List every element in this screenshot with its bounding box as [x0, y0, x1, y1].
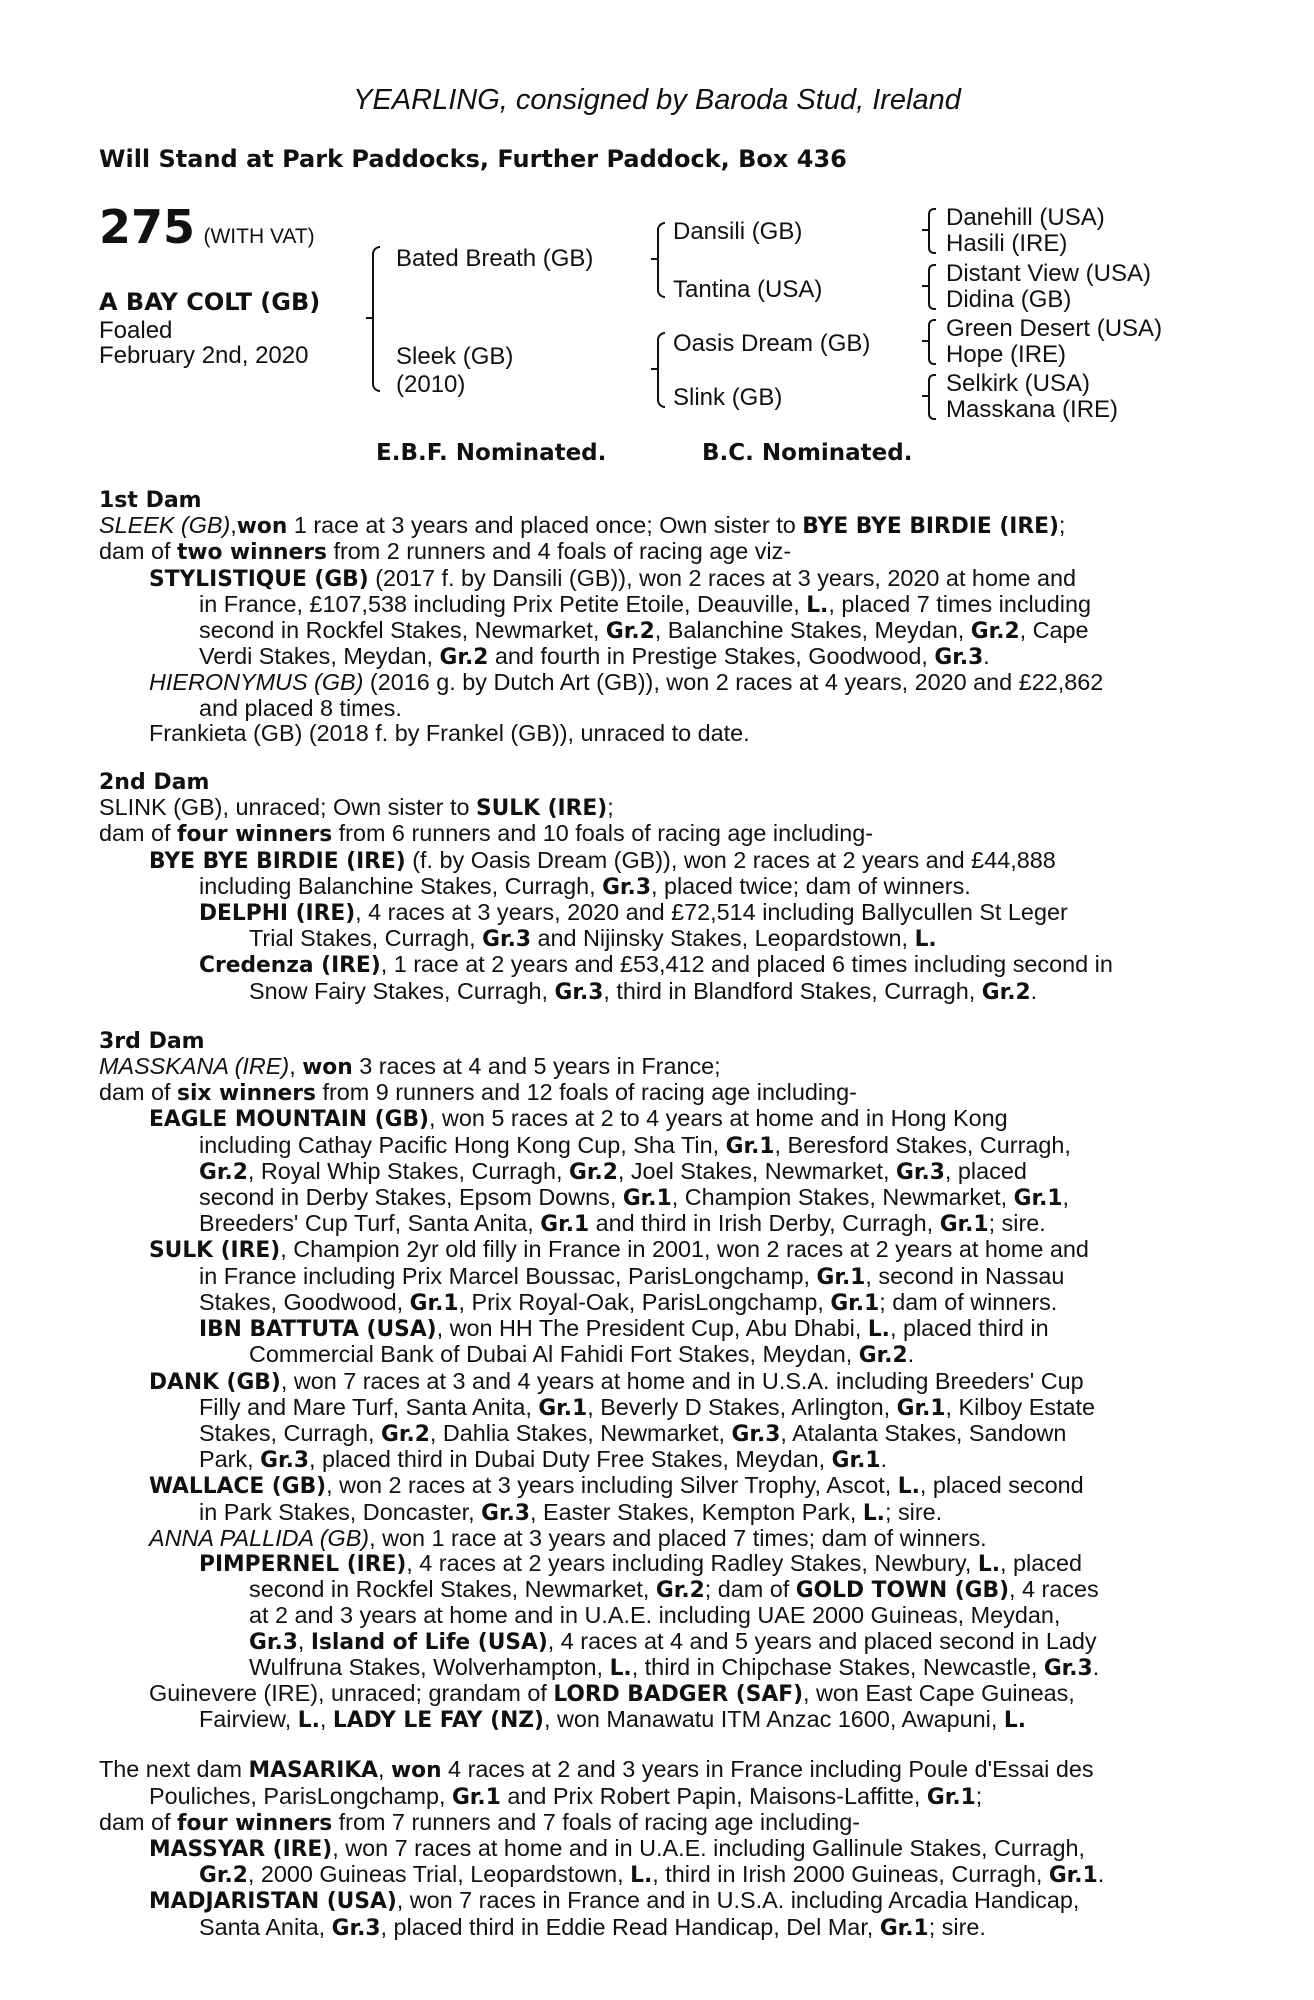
pedigree-notes [99, 488, 1207, 1965]
dam-dam: Slink (GB) [673, 384, 783, 411]
bold-text: Gr.1 [540, 1212, 590, 1238]
text-line [99, 1237, 1207, 1263]
dam-section [99, 770, 1207, 1005]
text-line [99, 795, 1207, 821]
bold-text: Gr.2 [858, 1343, 908, 1369]
sire-name: Bated Breath (GB) [396, 245, 594, 272]
text-line [99, 1159, 1207, 1185]
text-line [99, 1369, 1207, 1395]
text-span: Breeders' Cup Turf, Santa Anita, [199, 1210, 541, 1237]
bold-text: Gr.3 [1043, 1655, 1093, 1681]
text-line [99, 1655, 1207, 1681]
bold-text: BYE BYE BIRDIE (IRE) [802, 514, 1059, 540]
pedigree-brace-3a-point [922, 229, 928, 231]
text-span: , Champion Stakes, Newmarket, [671, 1184, 1014, 1211]
bold-text: Gr.3 [481, 1500, 530, 1526]
text-span: Commercial Bank of Dubai Al Fahidi Fort Stakes, Meydan, [249, 1341, 859, 1368]
bold-text: L. [914, 927, 937, 953]
bold-text: IBN BATTUTA (USA) [199, 1317, 437, 1343]
foaled-date: February 2nd, 2020 [99, 342, 309, 369]
text-span: ; [1058, 512, 1066, 539]
text-line [99, 1421, 1207, 1447]
text-span: The next dam [99, 1756, 249, 1783]
text-line [99, 1888, 1207, 1914]
text-span: , 1 race at 2 years and £53,412 and placed 6 times including second in [380, 951, 1113, 978]
text-span: from 7 runners and 7 foals of racing age including- [332, 1808, 861, 1835]
text-span: , Atalanta Stakes, Sandown [780, 1419, 1067, 1446]
bold-text: L. [897, 1474, 920, 1500]
granddam-2: Didina (GB) [946, 286, 1072, 313]
dam-section [99, 1029, 1207, 1733]
text-line [99, 952, 1207, 978]
bold-text: L. [862, 1500, 885, 1526]
bold-text: Gr.3 [934, 645, 984, 671]
text-line [99, 1862, 1207, 1888]
bold-text: L. [977, 1551, 1001, 1577]
text-span: , placed third in [889, 1315, 1049, 1342]
text-span: (f. by Oasis Dream (GB)), won 2 races at 2 years and £44,888 [405, 846, 1056, 873]
text-line [99, 1106, 1207, 1132]
text-line [99, 1915, 1207, 1941]
text-span: , [230, 512, 237, 539]
bold-text: Credenza (IRE) [199, 953, 381, 979]
pedigree-brace-2a [657, 222, 665, 298]
text-span: , second in Nassau [865, 1262, 1065, 1289]
text-span: ; sire. [988, 1210, 1046, 1237]
text-span: Filly and Mare Turf, Santa Anita, [199, 1393, 539, 1420]
bold-text: Gr.1 [622, 1186, 672, 1212]
section-title: 1st Dam [99, 488, 202, 513]
text-span: , won 7 races in France and in U.S.A. including Arcadia Handicap, [396, 1887, 1080, 1914]
text-line [99, 821, 1207, 847]
grandsire-2: Distant View (USA) [946, 260, 1151, 287]
text-span: , 4 races at 2 years including Radley Stakes, Newbury, [406, 1549, 978, 1576]
bold-text: Gr.1 [451, 1784, 501, 1810]
vat-label: (WITH VAT) [203, 225, 315, 248]
bold-text: Gr.1 [879, 1915, 929, 1941]
sire-sire: Dansili (GB) [673, 218, 803, 245]
pedigree-brace-1-point [366, 317, 372, 319]
text-span: . [907, 1341, 915, 1368]
text-span: Frankieta (GB) (2018 f. by Frankel (GB)), unraced to date. [149, 719, 750, 746]
text-line [99, 1211, 1207, 1237]
text-span: second in Rockfel Stakes, Newmarket, [249, 1576, 656, 1603]
bold-text: Gr.1 [725, 1133, 775, 1159]
text-span: Santa Anita, [199, 1913, 332, 1940]
bold-text: Gr.1 [1013, 1186, 1063, 1212]
text-span: Trial Stakes, Curragh, [249, 925, 483, 952]
text-line [99, 644, 1207, 670]
text-line [99, 1473, 1207, 1499]
text-span: , Dahlia Stakes, Newmarket, [429, 1419, 732, 1446]
bold-text: Gr.3 [482, 927, 531, 953]
text-span: . [1092, 1653, 1100, 1680]
pedigree-brace-1 [372, 246, 380, 392]
text-span: Park, [199, 1446, 261, 1473]
text-span: ; sire. [884, 1498, 943, 1525]
grandsire-1: Danehill (USA) [946, 204, 1105, 231]
text-span: , third in Blandford Stakes, Curragh, [603, 977, 982, 1004]
text-span: , won 1 race at 3 years and placed 7 times; dam of winners. [369, 1524, 987, 1551]
text-span: and Nijinsky Stakes, Leopardstown, [531, 925, 915, 952]
text-line [99, 979, 1207, 1005]
dam-section [99, 488, 1207, 746]
bold-text: PIMPERNEL (IRE) [199, 1551, 407, 1577]
text-span: , Beresford Stakes, Curragh, [774, 1131, 1071, 1158]
bold-text: Gr.1 [896, 1395, 946, 1421]
pedigree-brace-3c-point [922, 340, 928, 342]
text-span: ; dam of winners. [879, 1288, 1058, 1315]
text-line [99, 1264, 1207, 1290]
text-span: , placed second [919, 1472, 1084, 1499]
text-span: from 9 runners and 12 foals of racing age including- [315, 1079, 857, 1106]
text-span: Pouliches, ParisLongchamp, [149, 1782, 452, 1809]
text-line [99, 1133, 1207, 1159]
text-span: dam of [99, 1808, 178, 1835]
text-span: Guinevere (IRE), unraced; grandam of [149, 1679, 554, 1706]
text-span: , won HH The President Cup, Abu Dhabi, [436, 1315, 868, 1342]
bold-text: WALLACE (GB) [149, 1474, 327, 1500]
pedigree-brace-2b [657, 332, 665, 408]
text-span: in France including Prix Marcel Boussac, ParisLongchamp, [199, 1262, 817, 1289]
bold-text: won [236, 514, 288, 540]
text-line [99, 1526, 1207, 1551]
text-span: and Prix Robert Papin, Maisons-Laffitte, [500, 1782, 927, 1809]
granddam-3: Hope (IRE) [946, 341, 1067, 368]
bold-text: Gr.3 [896, 1159, 945, 1185]
italic-text: ANNA PALLIDA (GB) [149, 1524, 370, 1551]
text-line [99, 592, 1207, 618]
text-span: dam of [99, 538, 178, 565]
text-line [99, 1080, 1207, 1106]
bold-text: Gr.3 [602, 874, 651, 900]
text-span: , 4 races [1009, 1576, 1099, 1603]
pedigree-brace-3b [928, 264, 936, 310]
text-line [99, 1551, 1207, 1577]
text-span: , Joel Stakes, Newmarket, [617, 1157, 897, 1184]
bold-text: LADY LE FAY (NZ) [332, 1708, 544, 1734]
text-line [99, 926, 1207, 952]
text-span: (2016 g. by Dutch Art (GB)), won 2 races at 4 years, 2020 and £22,862 [363, 669, 1104, 696]
bold-text: Gr.2 [199, 1863, 248, 1889]
bold-text: Gr.1 [1048, 1863, 1098, 1889]
bold-text: Gr.1 [409, 1290, 459, 1316]
text-line [99, 1757, 1207, 1783]
text-span: including Cathay Pacific Hong Kong Cup, Sha Tin, [199, 1131, 726, 1158]
text-span: . [1097, 1861, 1105, 1888]
bold-text: four winners [177, 1810, 333, 1836]
text-span: ; [607, 794, 614, 821]
pedigree-brace-2a-point [651, 258, 657, 260]
text-span: , won 5 races at 2 to 4 years at home and in Hong Kong [429, 1105, 1008, 1132]
text-span: , 4 races at 3 years, 2020 and £72,514 including Ballycullen St Leger [355, 899, 1068, 926]
text-span: in Park Stakes, Doncaster, [199, 1498, 482, 1525]
text-span: , Beverly D Stakes, Arlington, [587, 1393, 897, 1420]
text-span: (2017 f. by Dansili (GB)), won 2 races at 3 years, 2020 at home and [368, 564, 1076, 591]
lot-number-row [99, 200, 315, 254]
bold-text: Gr.3 [260, 1448, 309, 1474]
bold-text: Gr.3 [731, 1421, 781, 1447]
text-line [99, 1395, 1207, 1421]
text-span: , Kilboy Estate [945, 1393, 1096, 1420]
pedigree-brace-3c [928, 319, 936, 365]
text-span: . [1030, 977, 1038, 1004]
text-span: 3 races at 4 and 5 years in France; [352, 1053, 721, 1080]
text-span: dam of [99, 1079, 178, 1106]
text-line [99, 670, 1207, 695]
bold-text: L. [806, 592, 829, 618]
granddam-1: Hasili (IRE) [946, 230, 1068, 257]
bold-text: Gr.1 [830, 1290, 880, 1316]
text-span: from 2 runners and 4 foals of racing age viz- [326, 538, 792, 565]
pedigree-brace-3a [928, 208, 936, 254]
pedigree-brace-2b-point [651, 368, 657, 370]
text-line [99, 566, 1207, 592]
bold-text: EAGLE MOUNTAIN (GB) [149, 1107, 429, 1133]
bold-text: won [391, 1758, 442, 1784]
text-line [99, 1707, 1207, 1733]
bold-text: GOLD TOWN (GB) [795, 1578, 1010, 1604]
text-span: Stakes, Goodwood, [199, 1288, 410, 1315]
text-span: . [983, 643, 990, 670]
text-span: in France, £107,538 including Prix Petite Etoile, Deauville, [199, 590, 807, 617]
text-span: , Cape [1019, 617, 1089, 644]
text-span: at 2 and 3 years at home and in U.A.E. including UAE 2000 Guineas, Meydan, [249, 1602, 1061, 1629]
bold-text: BYE BYE BIRDIE (IRE) [149, 848, 406, 874]
bold-text: won [302, 1055, 353, 1081]
text-span: Verdi Stakes, Meydan, [199, 643, 440, 670]
pedigree-brace-3d-point [922, 395, 928, 397]
text-span: , [1062, 1184, 1069, 1211]
bold-text: STYLISTIQUE (GB) [149, 566, 369, 592]
text-line [99, 1185, 1207, 1211]
text-span: dam of [99, 820, 178, 847]
granddam-4: Masskana (IRE) [946, 396, 1119, 423]
text-line [99, 874, 1207, 900]
bold-text: DANK (GB) [149, 1369, 281, 1395]
sire-dam: Tantina (USA) [673, 276, 823, 303]
text-line [99, 539, 1207, 565]
pedigree-brace-3d [928, 374, 936, 420]
bold-text: Gr.2 [439, 645, 489, 671]
text-span: , won East Cape Guineas, [803, 1679, 1075, 1706]
text-span: 4 races at 2 and 3 years in France including Poule d'Essai des [441, 1756, 1094, 1783]
bold-text: Island of Life (USA) [310, 1629, 548, 1655]
text-line [99, 696, 1207, 721]
text-span: , Champion 2yr old filly in France in 2001, won 2 races at 2 years at home and [280, 1236, 1089, 1263]
bold-text: four winners [177, 822, 333, 848]
text-span: Fairview, [199, 1706, 298, 1733]
text-span: Wulfruna Stakes, Wolverhampton, [249, 1653, 610, 1680]
bold-text: Gr.2 [381, 1421, 430, 1447]
text-line [99, 1784, 1207, 1810]
text-span: , [319, 1706, 333, 1733]
text-line [99, 1810, 1207, 1836]
italic-text: MASSKANA (IRE) [99, 1053, 290, 1080]
text-span: , won 2 races at 3 years including Silver Trophy, Ascot, [326, 1472, 898, 1499]
bold-text: Gr.3 [554, 979, 604, 1005]
bold-text: L. [1003, 1708, 1026, 1734]
text-span: 1 race at 3 years and placed once; Own sister to [287, 512, 803, 539]
text-line [99, 1836, 1207, 1862]
ebf-nominated: E.B.F. Nominated. [376, 440, 607, 466]
pedigree-brace-3b-point [922, 285, 928, 287]
text-span: second in Derby Stakes, Epsom Downs, [199, 1184, 623, 1211]
page-title: YEARLING, consigned by Baroda Stud, Ireland [353, 84, 961, 116]
bold-text: Gr.3 [331, 1915, 381, 1941]
foaled-label: Foaled [99, 317, 173, 344]
section-title: 3rd Dam [99, 1028, 205, 1054]
bold-text: Gr.1 [939, 1212, 989, 1238]
bold-text: Gr.1 [831, 1448, 881, 1474]
text-span: from 6 runners and 10 foals of racing age including- [332, 820, 874, 847]
text-span: , 4 races at 4 and 5 years and placed second in Lady [547, 1627, 1097, 1654]
text-span: , 2000 Guineas Trial, Leopardstown, [247, 1861, 631, 1888]
bold-text: Gr.1 [538, 1395, 588, 1421]
bold-text: two winners [177, 540, 327, 566]
text-span: Snow Fairy Stakes, Curragh, [249, 977, 555, 1004]
text-span: and fourth in Prestige Stakes, Goodwood, [488, 643, 935, 670]
text-span: and third in Irish Derby, Curragh, [589, 1210, 940, 1237]
italic-text: HIERONYMUS (GB) [149, 669, 364, 696]
lot-name: A BAY COLT (GB) [99, 288, 321, 316]
text-span: SLINK (GB), unraced; Own sister to [99, 794, 476, 821]
bold-text: DELPHI (IRE) [199, 901, 356, 927]
stand-location: Will Stand at Park Paddocks, Further Paddock, Box 436 [99, 145, 847, 173]
text-line [99, 1342, 1207, 1368]
bold-text: Gr.2 [981, 979, 1031, 1005]
text-span: , [289, 1053, 303, 1080]
text-span: , [378, 1756, 392, 1783]
text-span: , won 7 races at 3 and 4 years at home and in U.S.A. including Breeders' Cup [280, 1367, 1084, 1394]
bold-text: L. [867, 1317, 890, 1343]
text-line [99, 1447, 1207, 1473]
text-span: . [880, 1446, 887, 1473]
text-span: , placed [944, 1157, 1027, 1184]
text-span: , placed 7 times including [828, 590, 1091, 617]
bold-text: MASARIKA [248, 1758, 379, 1784]
text-line [99, 1603, 1207, 1628]
text-line [99, 618, 1207, 644]
bold-text: Gr.2 [605, 619, 655, 645]
text-span: , Royal Whip Stakes, Curragh, [247, 1157, 569, 1184]
text-span: , placed twice; dam of winners. [650, 872, 971, 899]
text-line [99, 1577, 1207, 1603]
section-title: 2nd Dam [99, 770, 210, 796]
bold-text: MADJARISTAN (USA) [149, 1889, 397, 1915]
bc-nominated: B.C. Nominated. [702, 440, 913, 466]
lot-number: 275 [99, 200, 196, 254]
text-span: , Easter Stakes, Kempton Park, [530, 1498, 863, 1525]
text-span: , placed [1000, 1549, 1082, 1576]
dam-section [99, 1757, 1207, 1940]
text-line [99, 1290, 1207, 1316]
bold-text: L. [609, 1655, 632, 1681]
text-span: , won 7 races at home and in U.A.E. including Gallinule Stakes, Curragh, [332, 1834, 1086, 1861]
text-line [99, 848, 1207, 874]
bold-text: Gr.1 [816, 1264, 866, 1290]
bold-text: Gr.3 [249, 1629, 298, 1655]
bold-text: L. [630, 1863, 653, 1889]
dam-sire: Oasis Dream (GB) [673, 330, 871, 357]
bold-text: Gr.2 [970, 619, 1020, 645]
text-span: ; sire. [928, 1913, 986, 1940]
bold-text: LORD BADGER (SAF) [553, 1681, 804, 1707]
text-line [99, 721, 1207, 746]
text-span: and placed 8 times. [199, 694, 402, 721]
text-span: , third in Irish 2000 Guineas, Curragh, [652, 1861, 1049, 1888]
text-span: , Balanchine Stakes, Meydan, [654, 617, 971, 644]
bold-text: Gr.1 [926, 1784, 976, 1810]
grandsire-4: Selkirk (USA) [946, 370, 1091, 397]
bold-text: Gr.2 [199, 1159, 248, 1185]
bold-text: MASSYAR (IRE) [149, 1836, 333, 1862]
bold-text: SULK (IRE) [475, 796, 608, 822]
text-line [99, 1629, 1207, 1655]
text-span: , third in Chipchase Stakes, Newcastle, [631, 1653, 1044, 1680]
text-span: , won Manawatu ITM Anzac 1600, Awapuni, [543, 1706, 1004, 1733]
text-line [99, 1500, 1207, 1526]
text-span: , placed third in Dubai Duty Free Stakes, Meydan, [308, 1446, 832, 1473]
text-line [99, 1681, 1207, 1707]
text-span: ; dam of [704, 1576, 796, 1603]
text-span: , [297, 1627, 311, 1654]
bold-text: SULK (IRE) [149, 1238, 281, 1264]
text-span: Stakes, Curragh, [199, 1419, 382, 1446]
text-span: including Balanchine Stakes, Curragh, [199, 872, 603, 899]
dam-year: (2010) [396, 371, 466, 398]
text-span: ; [975, 1782, 983, 1809]
text-line [99, 513, 1207, 539]
bold-text: six winners [177, 1081, 316, 1107]
text-span: , Prix Royal-Oak, ParisLongchamp, [458, 1288, 831, 1315]
dam-name: Sleek (GB) [396, 343, 514, 370]
italic-text: SLEEK (GB) [99, 512, 231, 539]
text-line [99, 1054, 1207, 1080]
text-span: , placed third in Eddie Read Handicap, Del Mar, [380, 1913, 880, 1940]
text-line [99, 1316, 1207, 1342]
text-span: second in Rockfel Stakes, Newmarket, [199, 617, 606, 644]
bold-text: L. [297, 1708, 320, 1734]
text-line [99, 900, 1207, 926]
grandsire-3: Green Desert (USA) [946, 315, 1163, 342]
bold-text: Gr.2 [568, 1159, 618, 1185]
bold-text: Gr.2 [655, 1578, 705, 1604]
